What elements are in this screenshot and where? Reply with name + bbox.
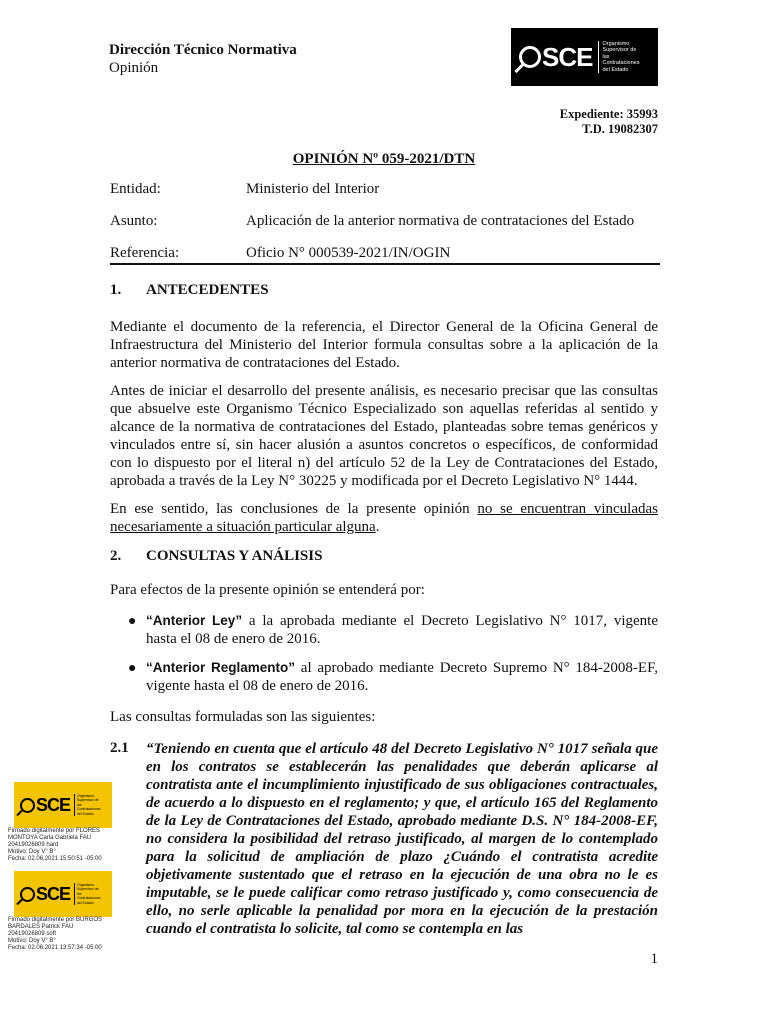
- signature-line: 20419026809 soft: [8, 931, 57, 937]
- meta-label-asunto: Asunto:: [110, 213, 158, 229]
- definition: al aprobado mediante Decreto Supremo N° 184-2008-EF, vigente hasta el 08 de enero de 2016.: [146, 660, 658, 694]
- bullet-icon: ●: [128, 661, 137, 676]
- paragraph-lead: Las consultas formuladas son las siguientes:: [110, 709, 376, 725]
- signature-line: Firmado digitalmente por BURGOS: [8, 917, 103, 923]
- paragraph-text-end: .: [375, 519, 380, 535]
- signature-line: Firmado digitalmente por FLORES: [8, 828, 101, 834]
- magnifier-icon: [20, 887, 35, 902]
- signature-line: MONTOYA Carla Gabriela FAU: [8, 835, 92, 841]
- expediente-number: Expediente: 35993: [559, 107, 658, 121]
- logo-tagline: Organismo Supervisor de las Contrataciones del Estado: [598, 41, 644, 74]
- stamp-brand: SCE: [36, 794, 71, 815]
- section-number: 2.: [110, 548, 122, 564]
- section-title: ANTECEDENTES: [146, 282, 269, 298]
- page-number: 1: [650, 951, 658, 967]
- paragraph-antecedentes-3: [110, 500, 658, 536]
- paragraph-antecedentes-2: Antes de iniciar el desarrollo del presente análisis, es necesario precisar que las consultas que absuelve este Organismo Técnico Especializado son aquellas referidas al sentido y alcance de la normativa de contrataciones del Estado, planteadas sobre temas genéricos y vinculados entre sí, sin hacer alusión a asuntos concretos o específicos, de conformidad con lo dispuesto por el literal n) del artículo 52 de la Ley de Contrataciones del Estado, aprobada a través de la Ley N° 30225 y modificada por el Decreto Legislativo N° 1444.: [110, 383, 658, 489]
- list-item: [146, 612, 658, 648]
- underlined-text: no se encuentran vinculadas necesariamente a situación particular alguna: [110, 501, 658, 535]
- definition: a la aprobada mediante el Decreto Legislativo N° 1017, vigente hasta el 08 de enero de 2016.: [146, 613, 658, 647]
- bullet-icon: ●: [128, 614, 137, 629]
- section-title: CONSULTAS Y ANÁLISIS: [146, 548, 323, 564]
- signature-line: BARDALES Patrick FAU: [8, 924, 74, 930]
- stamp-tagline: Organismo Supervisor de las Contrataciones del Estado: [74, 883, 101, 906]
- signature-line: Fecha: 02.06.2021 15:50:51 -05:00: [8, 856, 102, 862]
- paragraph-intro: Para efectos de la presente opinión se entenderá por:: [110, 582, 425, 598]
- question-text: “Teniendo en cuenta que el artículo 48 del Decreto Legislativo N° 1017 señala que en los contratos se establecerán las penalidades que deberán aplicarse al contratista ante el incumplimiento injustificado de sus obligaciones contractuales, de acuerdo a lo dispuesto en el reglamento; y que, el artículo 165 del Reglamento de la Ley de Contrataciones del Estado, aprobado mediante D.S. N° 184-2008-EF, no considera la posibilidad del retraso justificado, al margen de lo contemplado para la solicitud de ampliación de plazo ¿Cuándo el contratista acredite objetivamente sustentado que el retraso en la ejecución de una obra no le es imputable, se le puede calificar como retraso justificado y, como consecuencia de ello, no serle aplicable la penalidad por mora en la ejecución de la prestación cuando el contratista lo solicite, tal como se contempla en las: [146, 741, 658, 937]
- term: “Anterior Reglamento”: [146, 660, 296, 675]
- department-title: Dirección Técnico Normativa: [109, 42, 297, 58]
- magnifier-icon: [519, 46, 541, 68]
- osce-logo: [511, 28, 658, 86]
- meta-value-entidad: Ministerio del Interior: [246, 181, 380, 197]
- meta-value-asunto: Aplicación de la anterior normativa de contrataciones del Estado: [246, 213, 635, 229]
- stamp-brand: SCE: [36, 883, 71, 904]
- meta-label-entidad: Entidad:: [110, 181, 161, 197]
- document-title: OPINIÓN Nº 059-2021/DTN: [292, 151, 476, 167]
- header-divider: [110, 263, 660, 265]
- signature-details: [8, 917, 128, 952]
- section-heading-consultas: [110, 548, 322, 565]
- question-number: 2.1: [110, 740, 129, 756]
- signature-details: [8, 828, 128, 863]
- meta-label-referencia: Referencia:: [110, 245, 180, 261]
- list-item: [146, 659, 658, 695]
- signature-line: Fecha: 02.06.2021 13:57:34 -05:00: [8, 945, 102, 951]
- meta-value-referencia: Oficio N° 000539-2021/IN/OGIN: [246, 245, 451, 261]
- paragraph-antecedentes-1: Mediante el documento de la referencia, el Director General de la Oficina General de Infraestructura del Ministerio del Interior formula consultas sobre a la aplicación de la anterior normativa de contrataciones del Estado.: [110, 319, 658, 371]
- signature-stamp: [14, 782, 112, 828]
- department-subtitle: Opinión: [109, 60, 159, 76]
- file-reference: [560, 107, 658, 136]
- signature-line: Motivo: Doy V° B°: [8, 938, 56, 944]
- td-number: T.D. 19082307: [582, 121, 658, 136]
- logo-brand: SCE: [542, 41, 593, 72]
- term: “Anterior Ley”: [146, 613, 243, 628]
- magnifier-icon: [20, 798, 35, 813]
- section-number: 1.: [110, 282, 122, 298]
- signature-line: Motivo: Doy V° B°: [8, 849, 56, 855]
- stamp-tagline: Organismo Supervisor de las Contrataciones del Estado: [74, 794, 101, 817]
- signature-stamp: [14, 871, 112, 917]
- signature-line: 20419026809 hard: [8, 842, 59, 848]
- section-heading-antecedentes: [110, 282, 269, 299]
- paragraph-text: En ese sentido, las conclusiones de la presente opinión: [110, 501, 478, 517]
